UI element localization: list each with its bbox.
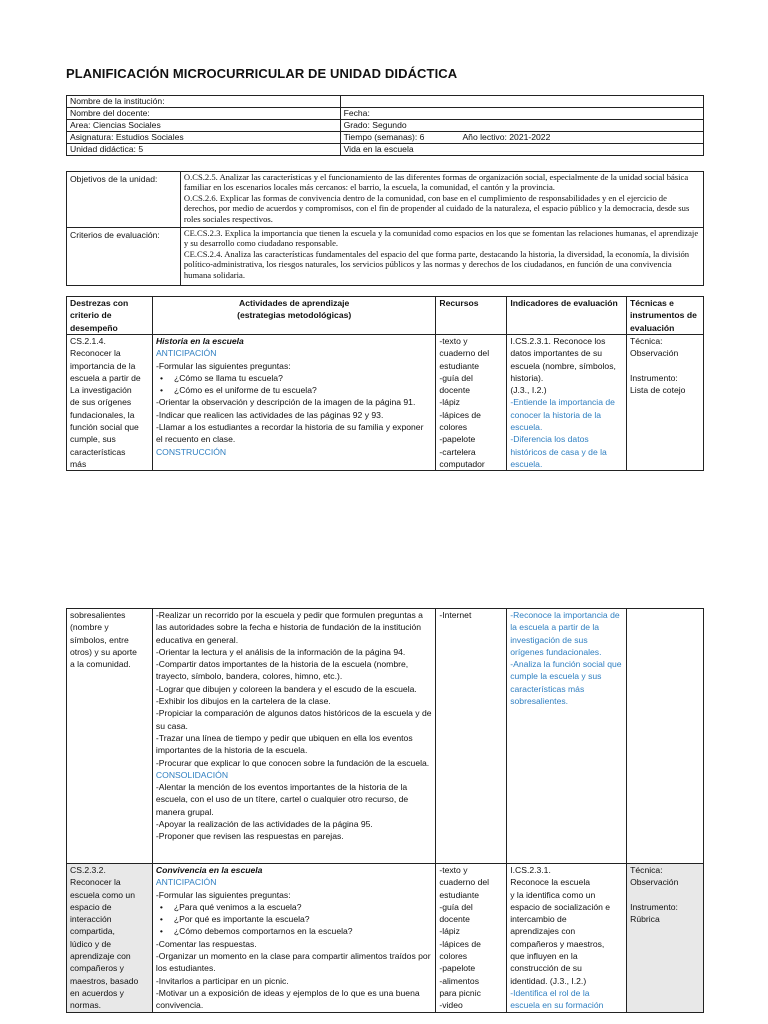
skill-line: CS.2.1.4. xyxy=(70,336,106,346)
page-title: PLANIFICACIÓN MICROCURRICULAR DE UNIDAD DIDÁCTICA xyxy=(66,66,458,81)
indicator-text: -Reconoce la importancia de la escuela a partir de la investigación de sus orígenes fundacionales. xyxy=(510,610,620,657)
skill-line: interacción xyxy=(70,914,112,925)
resource-item: -guía del xyxy=(439,901,473,912)
info-table xyxy=(66,95,704,156)
activity-line: -Proponer que revisen las respuestas en parejas. xyxy=(155,831,344,842)
header-recursos: Recursos xyxy=(436,297,507,335)
resource-item: estudiante xyxy=(439,360,480,371)
skill-line: maestros, basado xyxy=(70,975,139,986)
blank-cell xyxy=(340,96,703,108)
indicator-line: intercambio de xyxy=(510,914,567,925)
skill-line: a la comunidad. xyxy=(70,659,131,670)
indicator-code: (J.3., I.2.) xyxy=(510,385,547,396)
header-destrezas: Destrezas con criterio de desempeño xyxy=(67,297,153,335)
resource-item: -texto y xyxy=(439,336,468,346)
techniques-cell xyxy=(627,609,704,864)
indicator-line: y la identifica como un xyxy=(510,889,596,900)
indicator-line: escuela en su formación xyxy=(510,1000,604,1011)
activity-line: -Organizar un momento en la clase para compartir alimentos traídos por los estudiantes. xyxy=(155,951,431,974)
date-label: Fecha: xyxy=(340,108,703,120)
resource-item: -video xyxy=(439,1000,463,1011)
skill-line: normas. xyxy=(70,1000,102,1011)
question-item: • ¿Cómo es el uniforme de tu escuela? xyxy=(156,384,432,396)
resource-item: cuaderno del xyxy=(439,348,490,359)
phase-anticipation: ANTICIPACIÓN xyxy=(155,348,217,359)
objectives-label: Objetivos de la unidad: xyxy=(67,172,181,228)
activity-title: Convivencia en la escuela xyxy=(155,865,263,875)
skill-line: escuela a partir de xyxy=(70,372,141,383)
activity-line: -Motivar un a exposición de ideas y ejemplos de lo que es una buena convivencia. xyxy=(155,987,420,1011)
indicators-cell xyxy=(507,864,627,1013)
skill-line: aprendizaje con xyxy=(70,951,131,962)
resource-item: -lápiz xyxy=(439,926,460,937)
header-actividades xyxy=(152,297,435,335)
question-item: • ¿Cómo se llama tu escuela? xyxy=(156,372,432,384)
indicator-line: Reconoce la escuela xyxy=(510,877,591,888)
technique-label: Técnica: xyxy=(630,336,663,346)
resource-item: computador xyxy=(439,458,485,469)
activities-table-2 xyxy=(66,608,704,1013)
resource-item: -cartelera xyxy=(439,446,476,457)
resources-cell xyxy=(436,864,507,1013)
indicator-line: que influyen en la xyxy=(510,951,578,962)
skill-line: lúdico y de xyxy=(70,938,112,949)
objective-1: O.CS.2.5. Analizar las características y el funcionamiento de las diferentes formas de organización social, especialmente de la unidad social básica familiar en los escenarios locales más cercanos: el barrio, la escuela, la comunidad, el cantón y la provincia. xyxy=(183,172,689,193)
skill-line: más xyxy=(70,458,87,469)
criteria-text xyxy=(180,228,703,286)
resource-item: docente xyxy=(439,385,470,396)
resource-item: estudiante xyxy=(439,889,480,900)
instrument-label: Instrumento: xyxy=(630,372,678,383)
skill-line: de sus orígenes xyxy=(70,397,132,408)
resource-item: -guía del xyxy=(439,372,473,383)
question-item: • ¿Cómo debemos comportarnos en la escuela? xyxy=(156,925,432,937)
skill-line: Reconocer la xyxy=(70,877,121,888)
activity-line: -Propiciar la comparación de algunos datos históricos de la escuela y de su casa. xyxy=(155,708,432,731)
skill-line: sobresalientes xyxy=(70,610,126,620)
activity-line: -Compartir datos importantes de la historia de la escuela (nombre, trayecto, símbolo, bandera, colores, himno, etc.). xyxy=(155,659,409,682)
indicator-line: identidad. (J.3., I.2.) xyxy=(510,975,587,986)
indicator-text: I.CS.2.3.1. Reconoce los datos importantes de su escuela (nombre, símbolos, historia). xyxy=(510,336,616,383)
objectives-text xyxy=(180,172,703,228)
phase-construction: CONSTRUCCIÓN xyxy=(155,446,227,457)
subject-label: Asignatura: Estudios Sociales xyxy=(67,132,341,144)
skill-cell xyxy=(67,609,153,864)
resource-item: -papelote xyxy=(439,434,476,445)
time-label: Tiempo (semanas): 6 xyxy=(343,132,425,142)
resource-item: colores xyxy=(439,951,468,962)
criterion-2: CE.CS.2.4. Analiza las características fundamentales del espacio del que forma parte, destacando la historia, la diversidad, la economía, la división político-administrativa, los riesgos naturales, los servicios públicos y las normas y derechos de los ciudadanos, en función de una convivencia humana solidaria. xyxy=(183,248,690,280)
resource-item: -lápiz xyxy=(439,397,460,408)
activity-line: -Indicar que realicen las actividades de las páginas 92 y 93. xyxy=(155,409,384,420)
indicator-text: -Entiende la importancia de conocer la historia de la escuela. xyxy=(510,397,615,433)
area-label: Area: Ciencias Sociales xyxy=(67,120,341,132)
activity-line: -Lograr que dibujen y coloreen la bandera y el escudo de la escuela. xyxy=(155,683,417,694)
technique-label: Técnica: xyxy=(630,865,663,875)
skill-line: espacio de xyxy=(70,901,112,912)
indicator-line: I.CS.2.3.1. xyxy=(510,865,551,875)
skill-line: fundacionales, la xyxy=(70,409,135,420)
unit-label: Unidad didáctica: 5 xyxy=(67,144,341,156)
indicator-line: construcción de su xyxy=(510,963,582,974)
activity-line: -Realizar un recorrido por la escuela y pedir que formulen preguntas a las autoridades sobre la fecha e historia de fundación de la institución educativa en general. xyxy=(155,610,423,645)
activity-line: -Orientar la observación y descripción de la imagen de la página 91. xyxy=(155,397,416,408)
indicators-cell xyxy=(507,609,627,864)
resource-item: para picnic xyxy=(439,987,481,998)
objectives-table xyxy=(66,171,704,286)
activity-title: Historia en la escuela xyxy=(155,336,244,346)
indicator-line: compañeros y maestros, xyxy=(510,938,605,949)
skill-line: compartida, xyxy=(70,926,115,937)
unit-name: Vida en la escuela xyxy=(340,144,703,156)
time-cell xyxy=(340,132,703,144)
criterion-1: CE.CS.2.3. Explica la importancia que tienen la escuela y la comunidad como espacios en los que se fomentan las relaciones humanas, el aprendizaje y su desarrollo como ciudadano responsable. xyxy=(183,228,699,249)
header-tecnicas: Técnicas e instrumentos de evaluación xyxy=(627,297,704,335)
skill-line: compañeros y xyxy=(70,963,124,974)
header-indicadores: Indicadores de evaluación xyxy=(507,297,627,335)
instrument-label: Instrumento: xyxy=(630,901,678,912)
technique-value: Observación xyxy=(630,348,679,359)
activities-cell xyxy=(152,609,435,864)
resource-item: cuaderno del xyxy=(439,877,490,888)
activities-table-1 xyxy=(66,296,704,471)
activity-line: -Apoyar la realización de las actividades de la página 95. xyxy=(155,819,373,830)
objective-2: O.CS.2.6. Explicar las formas de convivencia dentro de la comunidad, con base en el cumplimiento de responsabilidades y en el ejercicio de derechos, por medio de acuerdos y compromisos, con el fin de propender al cuidado de la naturaleza, el espacio público y la democracia, desde sus roles sociales respectivos. xyxy=(183,192,690,224)
activity-line: -Orientar la lectura y el análisis de la información de la página 94. xyxy=(155,646,406,657)
techniques-cell xyxy=(627,864,704,1013)
resources-cell xyxy=(436,609,507,864)
teacher-label: Nombre del docente: xyxy=(67,108,341,120)
skill-line: otros) y su aporte xyxy=(70,646,137,657)
resource-item: docente xyxy=(439,914,470,925)
question-item: • ¿Por qué es importante la escuela? xyxy=(156,913,432,925)
skill-line: función social que xyxy=(70,422,139,433)
indicator-line: aprendizajes con xyxy=(510,926,576,937)
resources-cell xyxy=(436,335,507,471)
skill-line: (nombre y xyxy=(70,622,109,633)
activity-line: -Procurar que explicar lo que conocen sobre la fundación de la escuela. xyxy=(155,757,430,768)
header-actividades-sub: (estrategias metodológicas) xyxy=(237,310,352,321)
resource-item: -papelote xyxy=(439,963,476,974)
activity-line: -Trazar una línea de tiempo y pedir que ubiquen en ella los eventos importantes de la historia de la escuela. xyxy=(155,732,413,756)
grade-label: Grado: Segundo xyxy=(340,120,703,132)
activity-line: -Comentar las respuestas. xyxy=(155,938,257,949)
activity-line: -Formular las siguientes preguntas: xyxy=(155,360,291,371)
activity-line: -Exhibir los dibujos en la cartelera de la clase. xyxy=(155,696,331,707)
resource-item: -Internet xyxy=(439,610,472,620)
indicator-text: -Analiza la función social que cumple la escuela y sus características más sobresalientes. xyxy=(510,659,622,707)
skill-line: cumple, sus xyxy=(70,434,116,445)
techniques-cell xyxy=(627,335,704,471)
activity-line: -Invitarlos a participar en un picnic. xyxy=(155,975,289,986)
question-item: • ¿Para qué venimos a la escuela? xyxy=(156,901,432,913)
skill-line: escuela como un xyxy=(70,889,135,900)
indicators-cell xyxy=(507,335,627,471)
skill-line: La investigación xyxy=(70,385,132,396)
resource-item: -lápices de xyxy=(439,409,481,420)
resource-item: colores xyxy=(439,422,468,433)
header-actividades-title: Actividades de aprendizaje xyxy=(239,298,350,308)
skill-line: en acuerdos y xyxy=(70,987,124,998)
skill-line: importancia de la xyxy=(70,360,136,371)
skill-line: símbolos, entre xyxy=(70,634,129,645)
skill-line: Reconocer la xyxy=(70,348,121,359)
school-year-label: Año lectivo: 2021-2022 xyxy=(462,132,551,142)
resource-item: -alimentos xyxy=(439,975,479,986)
instrument-value: Lista de cotejo xyxy=(630,384,686,395)
institution-label: Nombre de la institución: xyxy=(67,96,341,108)
skill-cell xyxy=(67,864,153,1013)
instrument-value: Rúbrica xyxy=(630,913,660,924)
indicator-line: -Identifica el rol de la xyxy=(510,987,590,998)
skill-line: CS.2.3.2. xyxy=(70,865,106,875)
phase-anticipation: ANTICIPACIÓN xyxy=(155,877,217,888)
phase-consolidation: CONSOLIDACIÓN xyxy=(155,769,229,780)
resource-item: -texto y xyxy=(439,865,468,875)
indicator-line: espacio de socialización e xyxy=(510,901,611,912)
activity-line: -Alentar la mención de los eventos importantes de la historia de la escuela, con el uso de un títere, cartel o cualquier otro recurso, de manera grupal. xyxy=(155,782,409,817)
activities-cell xyxy=(152,864,435,1013)
criteria-label: Criterios de evaluación: xyxy=(67,228,181,286)
indicator-text: -Diferencia los datos históricos de casa y de la escuela. xyxy=(510,434,607,469)
activities-cell xyxy=(152,335,435,471)
skill-cell xyxy=(67,335,153,471)
activity-line: -Llamar a los estudiantes a recordar la historia de su familia y exponer el recuento en clase. xyxy=(155,422,424,445)
technique-value: Observación xyxy=(630,877,679,888)
activity-line: -Formular las siguientes preguntas: xyxy=(155,889,291,900)
resource-item: -lápices de xyxy=(439,938,481,949)
skill-line: características xyxy=(70,446,126,457)
